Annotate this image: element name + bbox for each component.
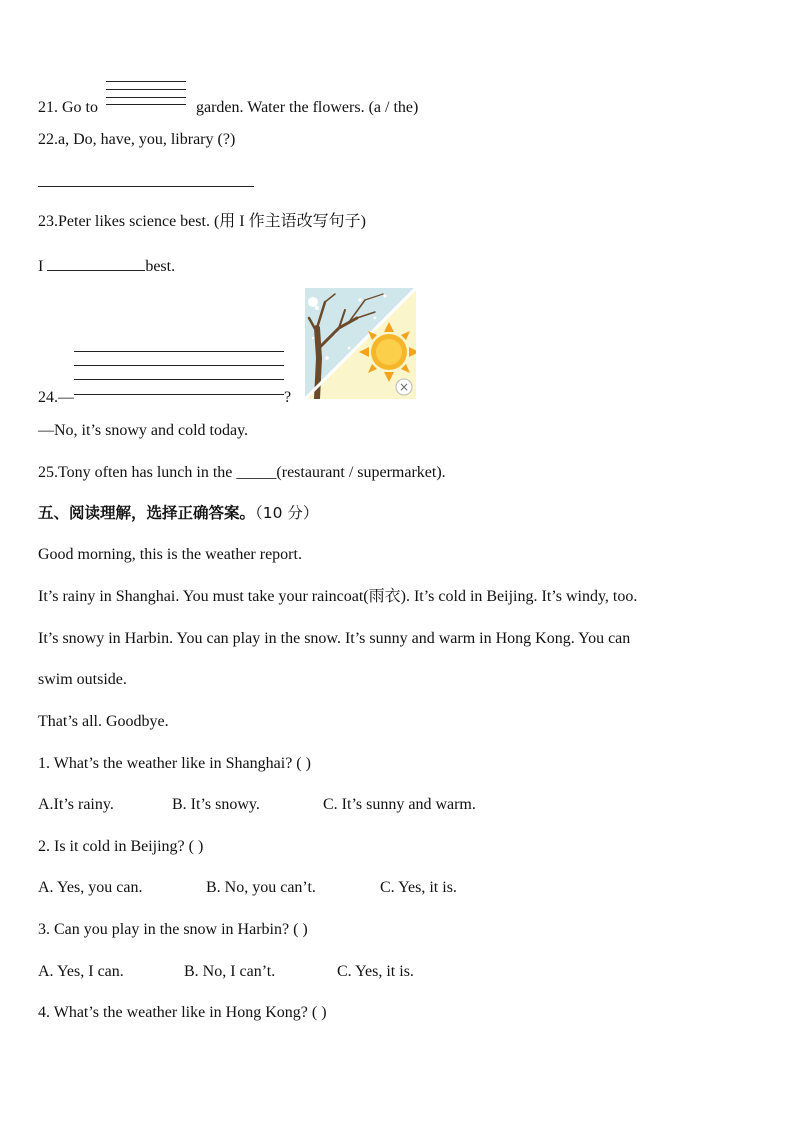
reading-question-2-options xyxy=(38,878,457,898)
option-c[interactable]: C. Yes, it is. xyxy=(337,963,414,980)
question-25 xyxy=(38,463,446,483)
question-25-options: (restaurant / supermarket). xyxy=(276,464,446,481)
reading-question-3-options xyxy=(38,962,414,982)
question-21-rest: garden. Water the flowers. (a / the) xyxy=(196,99,419,116)
weather-image-svg xyxy=(305,288,416,399)
passage-line: That’s all. Goodbye. xyxy=(38,713,169,730)
reading-question-1-options xyxy=(38,795,476,815)
reading-question-1: 1. What’s the weather like in Shanghai? ( ) xyxy=(38,755,311,772)
question-24-blank[interactable] xyxy=(74,382,284,402)
option-b[interactable]: B. No, I can’t. xyxy=(184,963,276,980)
question-23-blank[interactable] xyxy=(47,254,145,271)
section-5-heading xyxy=(38,503,318,523)
section-5-score: （10 分） xyxy=(255,504,319,522)
passage-line: swim outside. xyxy=(38,671,127,688)
reading-question-2: 2. Is it cold in Beijing? ( ) xyxy=(38,838,204,855)
option-a[interactable]: A. Yes, I can. xyxy=(38,963,124,980)
question-21-blank[interactable] xyxy=(106,92,186,112)
question-21 xyxy=(38,92,418,118)
question-24-answer: —No, it’s snowy and cold today. xyxy=(38,422,249,439)
question-23-suffix: best. xyxy=(145,258,176,275)
close-icon[interactable] xyxy=(396,379,412,395)
question-21-prompt: . Go to xyxy=(54,99,98,116)
passage-line: It’s snowy in Harbin. You can play in the snow. It’s sunny and warm in Hong Kong. You can xyxy=(38,630,631,647)
question-24-qmark: ? xyxy=(284,389,292,406)
winter-summer-weather-image xyxy=(305,288,416,399)
section-5-title: 五、阅读理解，选择正确答案。 xyxy=(38,504,256,522)
passage-line: It’s rainy in Shanghai. You must take your raincoat(雨衣). It’s cold in Beijing. It’s windy, too. xyxy=(38,588,638,605)
option-c[interactable]: C. It’s sunny and warm. xyxy=(323,796,476,813)
option-a[interactable]: A.It’s rainy. xyxy=(38,796,114,813)
option-c[interactable]: C. Yes, it is. xyxy=(380,879,457,896)
question-22-answer-line[interactable] xyxy=(38,186,254,187)
question-24-number: 24.— xyxy=(38,389,74,406)
question-25-blank[interactable]: _____ xyxy=(236,464,277,481)
svg-text:×: × xyxy=(398,380,410,394)
question-24 xyxy=(38,382,291,408)
passage-line: Good morning, this is the weather report. xyxy=(38,546,302,563)
option-b[interactable]: B. No, you can’t. xyxy=(206,879,316,896)
reading-question-3: 3. Can you play in the snow in Harbin? ( ) xyxy=(38,921,308,938)
question-21-number: 21 xyxy=(38,99,54,116)
reading-question-4: 4. What’s the weather like in Hong Kong? ( ) xyxy=(38,1004,327,1021)
question-23-answer xyxy=(38,254,175,277)
question-25-prompt: 25.Tony often has lunch in the xyxy=(38,464,233,481)
question-23-prefix: I xyxy=(38,258,44,275)
question-23: 23.Peter likes science best. (用 I 作主语改写句子) xyxy=(38,213,366,230)
option-a[interactable]: A. Yes, you can. xyxy=(38,879,143,896)
question-22: 22.a, Do, have, you, library (?) xyxy=(38,131,236,148)
option-b[interactable]: B. It’s snowy. xyxy=(172,796,260,813)
